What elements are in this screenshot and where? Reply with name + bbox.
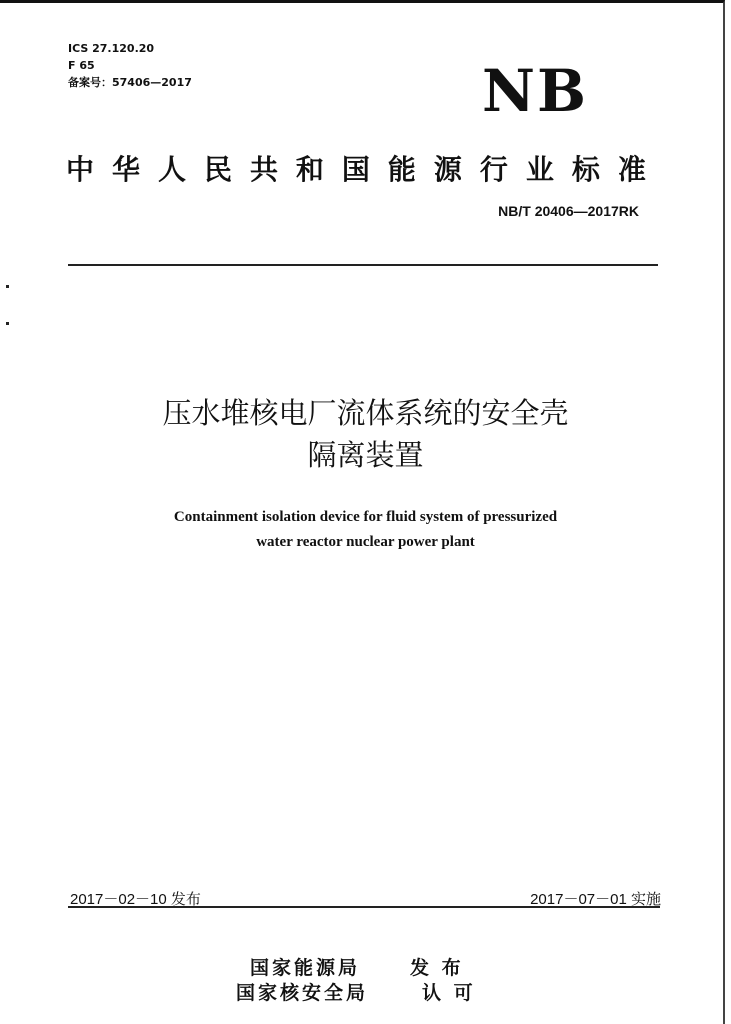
record-number: 备案号：57406—2017 [68, 76, 192, 89]
scan-mark [6, 322, 9, 325]
standard-name-char: 国 [341, 153, 370, 186]
chinese-title-line: 压水堆核电厂流体系统的安全壳 [162, 396, 569, 430]
standard-name-char: 民 [203, 153, 232, 186]
standard-name [66, 148, 646, 188]
standard-name-char: 业 [525, 153, 554, 186]
standard-name-char: 中 [66, 153, 95, 186]
chinese-title-line: 隔离装置 [307, 438, 424, 472]
issuing-action: 发 布 [410, 957, 464, 979]
header-divider [68, 264, 658, 266]
standard-name-char: 共 [249, 153, 278, 186]
standard-name-char: 能 [387, 153, 416, 186]
chinese-title [0, 392, 731, 476]
standard-name-char: 和 [295, 153, 324, 186]
scan-mark [6, 285, 9, 288]
english-title [0, 505, 731, 555]
standard-name-char: 标 [571, 153, 600, 186]
standard-name-char: 华 [111, 153, 140, 186]
ics-code: ICS 27.120.20 [68, 42, 155, 55]
footer-divider [68, 906, 660, 908]
ccs-code: F 65 [68, 59, 95, 72]
standard-name-char: 人 [157, 153, 186, 186]
approving-agency: 国家核安全局 [236, 982, 369, 1004]
classification-block [68, 40, 192, 91]
approving-action: 认 可 [422, 982, 476, 1004]
standard-name-char: 行 [479, 153, 508, 186]
standard-name-char: 源 [433, 153, 462, 186]
english-title-line: water reactor nuclear power plant [256, 534, 475, 550]
issuing-agency: 国家能源局 [250, 957, 361, 979]
nb-logo: NB [482, 57, 589, 125]
effective-date: 2017－07－01 实施 [530, 891, 661, 908]
english-title-line: Containment isolation device for fluid system of pressurized [173, 509, 558, 525]
standard-name-char: 准 [617, 153, 646, 186]
standard-code: NB/T 20406—2017RK [498, 203, 639, 219]
issue-date: 2017－02－10 发布 [70, 891, 201, 908]
